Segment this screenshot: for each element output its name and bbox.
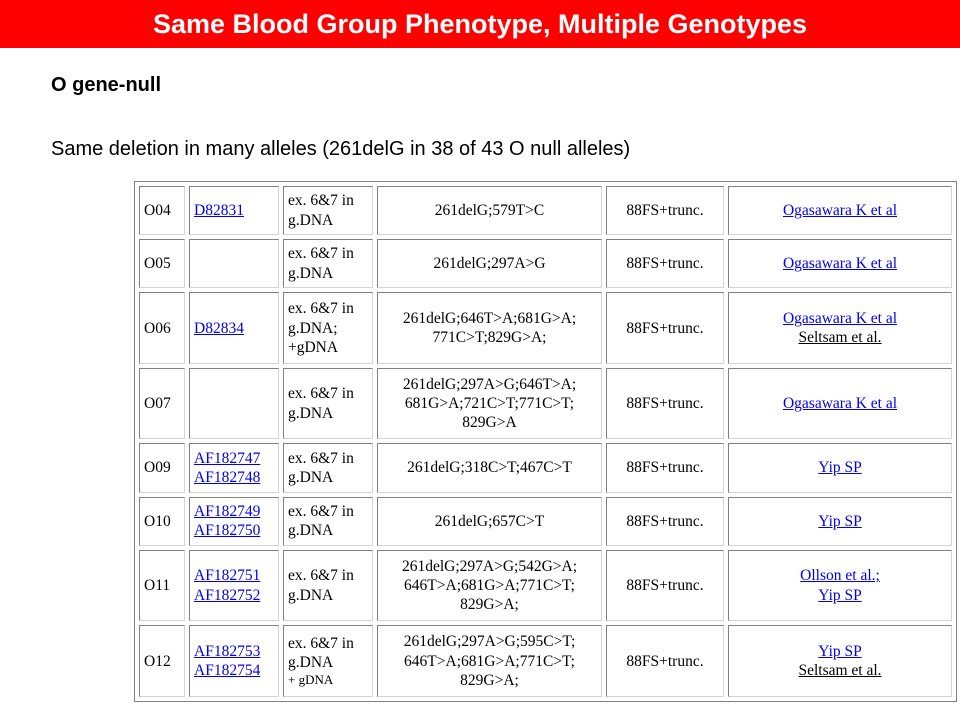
title-bar xyxy=(0,0,960,48)
table-row xyxy=(139,550,952,622)
mutation-line: 646T>A;681G>A;771C>T; xyxy=(404,652,575,670)
location-line: ex. 6&7 in xyxy=(288,567,354,585)
location-cell xyxy=(283,368,373,440)
reference-link[interactable]: Ogasawara K et al xyxy=(782,395,898,413)
reference-cell xyxy=(728,550,952,622)
mutation-line: 829G>A; xyxy=(460,671,519,689)
reference-cell xyxy=(728,239,952,288)
accession-cell xyxy=(189,292,279,364)
location-line: +gDNA xyxy=(288,338,339,356)
effect-cell: 88FS+trunc. xyxy=(606,186,724,235)
reference-link[interactable]: Yip SP xyxy=(818,586,862,604)
accession-cell xyxy=(189,625,279,697)
table-row xyxy=(139,497,952,546)
mutation-cell xyxy=(377,625,602,697)
mutation-cell xyxy=(377,368,602,440)
accession-link[interactable]: D82834 xyxy=(194,319,244,337)
mutation-line: 261delG;297A>G xyxy=(433,255,546,273)
reference-link[interactable]: Yip SP xyxy=(818,459,862,477)
section-note: Same deletion in many alleles (261delG in 38 of 43 O null alleles) xyxy=(51,138,631,160)
mutation-cell xyxy=(377,292,602,364)
allele-id-cell: O09 xyxy=(139,443,185,492)
mutation-cell xyxy=(377,497,602,546)
reference-text: Seltsam et al. xyxy=(798,329,882,347)
location-line: g.DNA; xyxy=(288,319,338,337)
mutation-line: 261delG;657C>T xyxy=(434,512,545,530)
mutation-cell xyxy=(377,239,602,288)
location-line: g.DNA xyxy=(288,264,334,282)
location-cell xyxy=(283,443,373,492)
location-line: ex. 6&7 in xyxy=(288,300,354,318)
reference-link[interactable]: Ogasawara K et al xyxy=(782,201,898,219)
effect-cell: 88FS+trunc. xyxy=(606,239,724,288)
allele-table xyxy=(134,181,957,702)
location-line: ex. 6&7 in xyxy=(288,385,354,403)
mutation-cell xyxy=(377,443,602,492)
accession-cell xyxy=(189,186,279,235)
allele-id-cell: O11 xyxy=(139,550,185,622)
mutation-line: 261delG;297A>G;646T>A; xyxy=(402,375,577,393)
mutation-line: 261delG;297A>G;595C>T; xyxy=(403,633,576,651)
table-row xyxy=(139,292,952,364)
accession-cell xyxy=(189,239,279,288)
accession-cell xyxy=(189,443,279,492)
accession-link[interactable]: AF182751 xyxy=(194,567,261,585)
location-line: + gDNA xyxy=(288,672,334,688)
location-cell xyxy=(283,625,373,697)
mutation-line: 261delG;579T>C xyxy=(434,201,545,219)
accession-cell xyxy=(189,368,279,440)
allele-table-body xyxy=(139,186,952,697)
location-line: ex. 6&7 in xyxy=(288,634,354,652)
location-cell xyxy=(283,550,373,622)
accession-link[interactable]: AF182752 xyxy=(194,586,261,604)
accession-link[interactable]: AF182750 xyxy=(194,522,261,540)
mutation-line: 681G>A;721C>T;771C>T; xyxy=(404,395,575,413)
reference-cell xyxy=(728,368,952,440)
effect-cell: 88FS+trunc. xyxy=(606,443,724,492)
allele-id-cell: O10 xyxy=(139,497,185,546)
effect-cell: 88FS+trunc. xyxy=(606,497,724,546)
location-line: ex. 6&7 in xyxy=(288,192,354,210)
location-cell xyxy=(283,239,373,288)
reference-cell xyxy=(728,497,952,546)
reference-link[interactable]: Yip SP xyxy=(818,512,862,530)
accession-link[interactable]: AF182747 xyxy=(194,449,261,467)
mutation-line: 261delG;318C>T;467C>T xyxy=(407,459,572,477)
accession-link[interactable]: AF182754 xyxy=(194,662,261,680)
allele-table-container xyxy=(134,181,957,702)
mutation-line: 646T>A;681G>A;771C>T; xyxy=(404,576,575,594)
mutation-line: 829G>A xyxy=(462,414,517,432)
reference-link[interactable]: Ogasawara K et al xyxy=(782,309,898,327)
allele-id-cell: O06 xyxy=(139,292,185,364)
location-line: ex. 6&7 in xyxy=(288,449,354,467)
location-line: ex. 6&7 in xyxy=(288,245,354,263)
location-cell xyxy=(283,292,373,364)
location-line: ex. 6&7 in xyxy=(288,502,354,520)
reference-cell xyxy=(728,443,952,492)
accession-link[interactable]: D82831 xyxy=(194,201,244,219)
location-line: g.DNA xyxy=(288,404,334,422)
reference-link[interactable]: Yip SP xyxy=(818,642,862,660)
section-heading: O gene-null xyxy=(51,74,161,96)
table-row xyxy=(139,239,952,288)
location-cell xyxy=(283,186,373,235)
mutation-line: 261delG;297A>G;542G>A; xyxy=(401,557,578,575)
table-row xyxy=(139,368,952,440)
allele-id-cell: O07 xyxy=(139,368,185,440)
mutation-line: 261delG;646T>A;681G>A; xyxy=(402,309,577,327)
location-line: g.DNA xyxy=(288,586,334,604)
accession-cell xyxy=(189,550,279,622)
table-row xyxy=(139,443,952,492)
page-title: Same Blood Group Phenotype, Multiple Genotypes xyxy=(152,8,808,39)
location-line: g.DNA xyxy=(288,654,334,672)
accession-cell xyxy=(189,497,279,546)
location-cell xyxy=(283,497,373,546)
effect-cell: 88FS+trunc. xyxy=(606,625,724,697)
effect-cell: 88FS+trunc. xyxy=(606,550,724,622)
reference-text: Seltsam et al. xyxy=(798,662,882,680)
allele-id-cell: O04 xyxy=(139,186,185,235)
mutation-line: 771C>T;829G>A; xyxy=(432,329,547,347)
mutation-line: 829G>A; xyxy=(460,596,519,614)
location-line: g.DNA xyxy=(288,211,334,229)
allele-id-cell: O05 xyxy=(139,239,185,288)
table-row xyxy=(139,625,952,697)
reference-link[interactable]: Ollson et al.; xyxy=(800,567,880,585)
accession-link[interactable]: AF182753 xyxy=(194,642,261,660)
reference-cell xyxy=(728,625,952,697)
allele-id-cell: O12 xyxy=(139,625,185,697)
table-row xyxy=(139,186,952,235)
reference-link[interactable]: Ogasawara K et al xyxy=(782,255,898,273)
accession-link[interactable]: AF182748 xyxy=(194,469,261,487)
accession-link[interactable]: AF182749 xyxy=(194,502,261,520)
effect-cell: 88FS+trunc. xyxy=(606,368,724,440)
location-line: g.DNA xyxy=(288,469,334,487)
reference-cell xyxy=(728,292,952,364)
reference-cell xyxy=(728,186,952,235)
location-line: g.DNA xyxy=(288,522,334,540)
effect-cell: 88FS+trunc. xyxy=(606,292,724,364)
mutation-cell xyxy=(377,186,602,235)
mutation-cell xyxy=(377,550,602,622)
